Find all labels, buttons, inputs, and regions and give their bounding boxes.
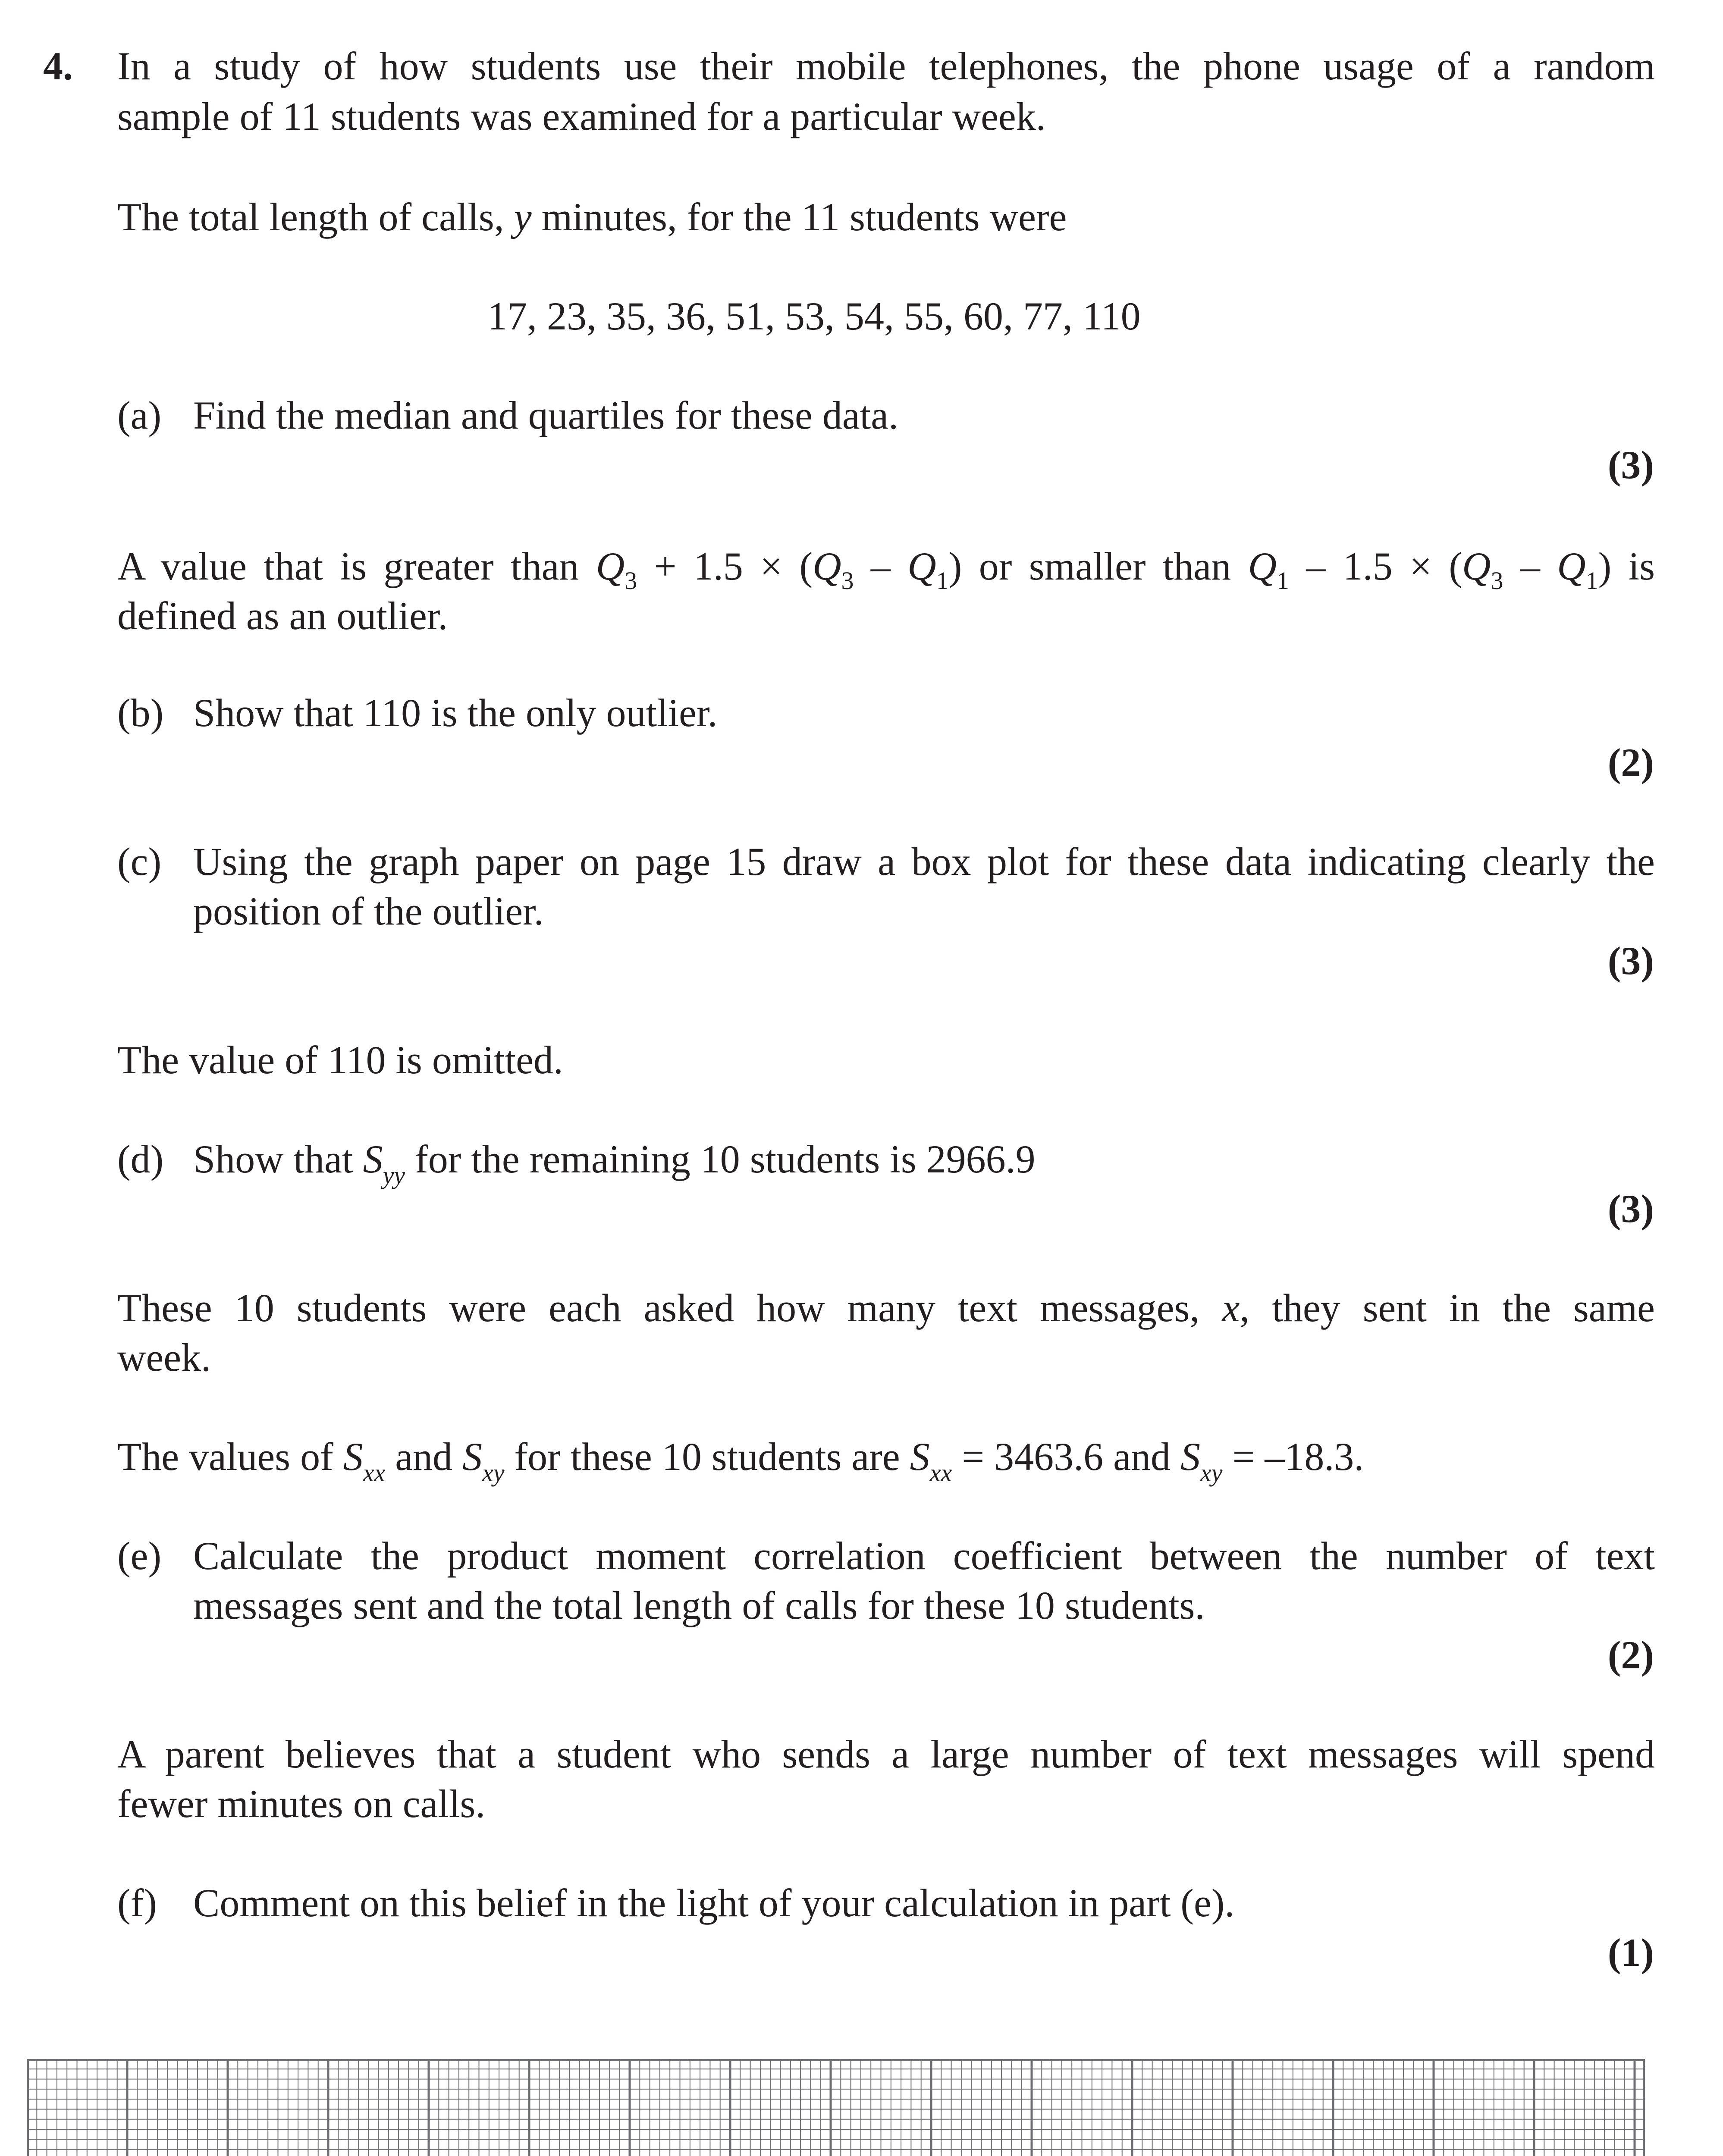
part-c-label: (c) (117, 840, 162, 884)
part-e-line-1: Calculate the product moment correlation coefficient between the number of text (193, 1534, 1655, 1578)
part-c-marks: (3) (1607, 939, 1654, 983)
grid-frame (28, 2060, 1644, 2156)
texts-intro-line-2: week. (117, 1335, 211, 1379)
part-e-line-2: messages sent and the total length of calls for these 10 students. (193, 1583, 1205, 1627)
calls-intro: The total length of calls, y minutes, for the 11 students were (117, 195, 1067, 239)
part-b-text: Show that 110 is the only outlier. (193, 691, 718, 735)
part-c-line-2: position of the outlier. (193, 889, 544, 933)
part-c-line-1: Using the graph paper on page 15 draw a box plot for these data indicating clearly the (193, 840, 1655, 884)
part-a-text: Find the median and quartiles for these data. (193, 393, 899, 437)
part-e-label: (e) (117, 1534, 162, 1578)
part-b-marks: (2) (1607, 740, 1654, 784)
part-b-label: (b) (117, 691, 164, 735)
question-number: 4. (43, 44, 73, 88)
part-d-text: Show that $S_{yy}$ for the remaining 10 students is 2966.9 (193, 1137, 1036, 1189)
part-f-label: (f) (117, 1881, 157, 1925)
outlier-definition-line-2: defined as an outlier. (117, 594, 448, 638)
parent-belief-line-2: fewer minutes on calls. (117, 1782, 486, 1826)
values-statement: The values of $S_{xx}$ and $S_{xy}$ for these 10 students are $S_{xx} = 3463.6$ and $S_{xy} = -18.3$. (117, 1435, 1364, 1487)
grid-lines (27, 2059, 1645, 2156)
graph-paper-svg[interactable] (27, 2059, 1645, 2156)
omitted-statement: The value of 110 is omitted. (117, 1038, 563, 1082)
intro-line-2: sample of 11 students was examined for a particular week. (117, 94, 1046, 138)
part-f-text: Comment on this belief in the light of your calculation in part (e). (193, 1881, 1235, 1925)
part-a-marks: (3) (1607, 443, 1654, 487)
parent-belief-line-1: A parent believes that a student who sends a large number of text messages will spend (117, 1732, 1655, 1776)
data-list: 17, 23, 35, 36, 51, 53, 54, 55, 60, 77, 110 (487, 294, 1141, 338)
part-a-label: (a) (117, 393, 162, 437)
part-f-marks: (1) (1607, 1930, 1654, 1974)
part-e-marks: (2) (1607, 1633, 1654, 1677)
texts-intro-line-1: These 10 students were each asked how many text messages, x, they sent in the same (117, 1286, 1655, 1330)
part-d-label: (d) (117, 1137, 164, 1181)
intro-line-1: In a study of how students use their mobile telephones, the phone usage of a random (117, 44, 1655, 88)
graph-paper[interactable] (27, 2059, 1645, 2156)
outlier-definition-line-1: A value that is greater than $Q_3 + 1.5 \times (Q_3 - Q_1)$ or smaller than $Q_1 - 1.5 \times (Q_3 - Q_1)$ is (117, 544, 1655, 595)
part-d-marks: (3) (1607, 1187, 1654, 1231)
